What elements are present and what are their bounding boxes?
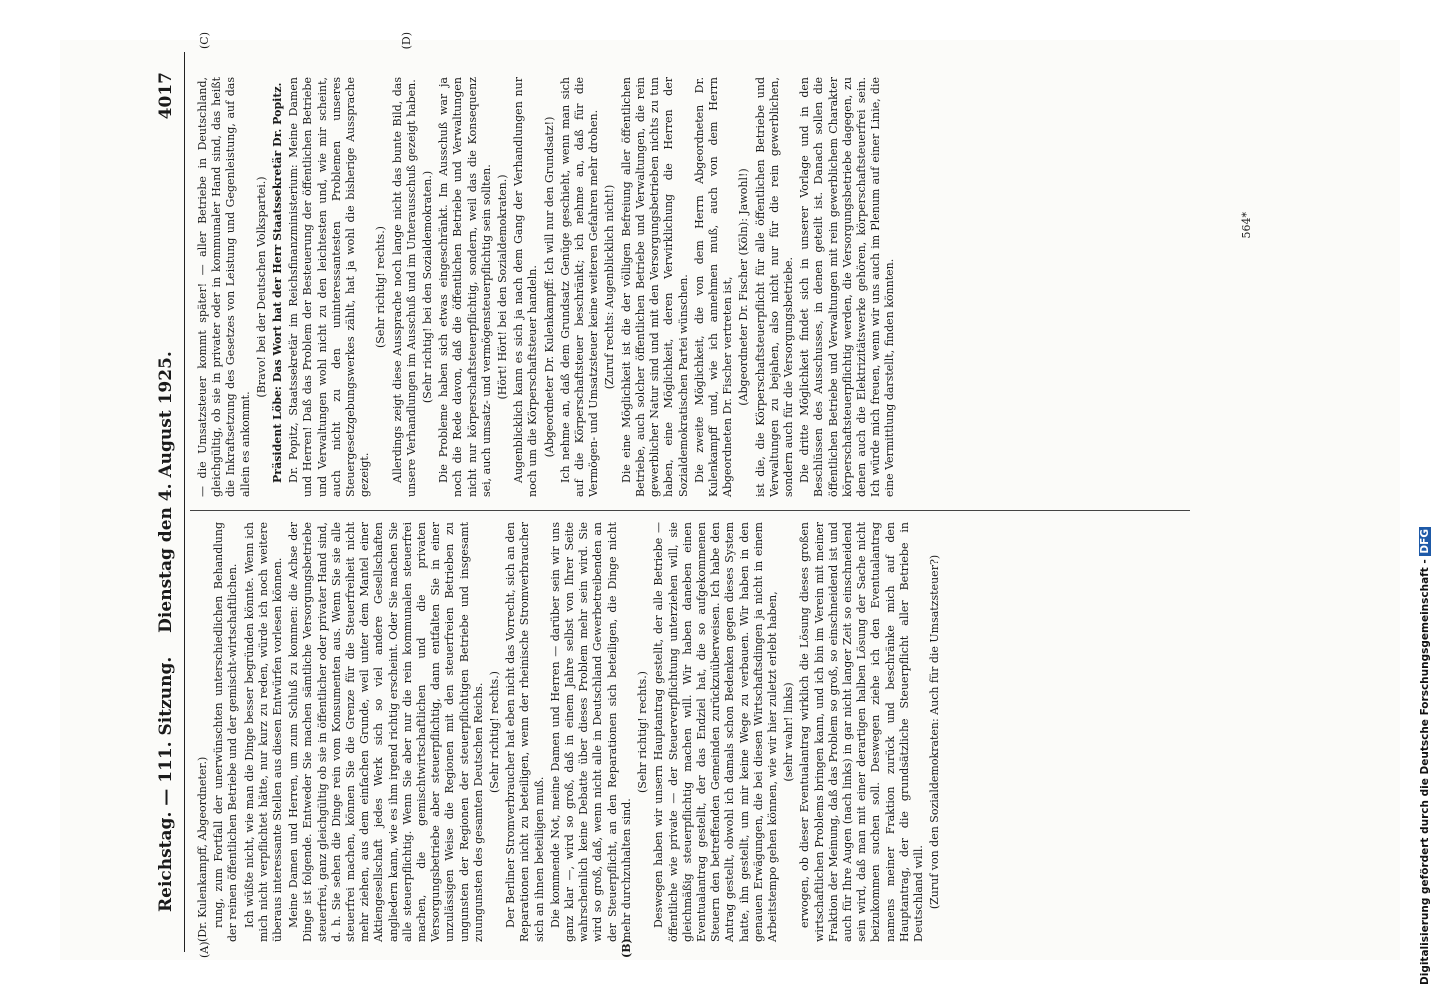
header-date-group xyxy=(156,72,176,633)
paragraph: Ich wüßte nicht, wie man die Dinge besser begründen könnte. Wenn ich mich nicht verpflichtet hätte, nur kurz zu reden, würde ich noch weitere überaus interessante Stellen aus diesen Entwürfen vorlesen können. xyxy=(242,522,285,942)
paragraph: Allerdings zeigt diese Aussprache noch lange nicht das bunte Bild, das unsere Verhandlungen im Ausschuß und im Unterausschuß gezeigt haben. xyxy=(390,77,418,497)
margin-mark-d: (D) xyxy=(400,32,413,50)
header-session: Reichstag. — 111. Sitzung. xyxy=(156,656,176,912)
interjection: (Zuruf rechts: Augenblicklich nicht!) xyxy=(603,184,617,390)
paragraph: Der Berliner Stromverbraucher hat eben nicht das Vorrecht, sich an den Reparationen nicht zu beteiligen, wenn der rheinische Stromverbraucher sich an ihnen beteiligen muß. xyxy=(504,522,546,942)
interjection: (Zuruf von den Sozialdemokraten: Auch für die Umsatzsteuer?) xyxy=(928,554,942,910)
page-header xyxy=(150,52,185,952)
margin-mark-b: (B) xyxy=(620,938,633,958)
paragraph: Meine Damen und Herren, um zum Schluß zu kommen: die Achse der Dinge ist folgende. Entweder Sie machen sämtliche Versorgungsbetriebe steuerfrei, ganz gleichgültig ob sie in öffentlicher oder privater Hand sind, d. h. Sie sehen die Dinge rein vom Konsumenten aus. Wenn Sie sie alle steuerfrei machen, können Sie die Grenze für die Steuerfreiheit nicht mehr ziehen, aus dem einfachen Grunde, weil unter dem Mantel einer Aktiengesellschaft jedes Werk sich so viel andere Gesellschaften angliedern kann, wie es ihm irgend richtig erscheint. Oder Sie machen Sie alle steuerpflichtig. Wenn Sie aber nur die rein kommunalen steuerfrei machen, die gemischtwirtschaftlichen und die privaten Versorgungsbetriebe aber steuerpflichtig, dann entfalten Sie in einer unzulässigen Weise die Regionen mit den steuerfreien Betrieben zu ungunsten der Regionen der steuerpflichtigen Betriebe und insgesamt zuungunsten des gesamten Deutschen Reichs. xyxy=(287,522,485,942)
page-number: 4017 xyxy=(156,72,176,120)
column-separator xyxy=(190,510,1190,511)
paragraph: Die dritte Möglichkeit findet sich in unserer Vorlage und in den Beschlüssen des Ausschusses, in denen geteilt ist. Danach sollen die öffentlichen Betriebe und Verwaltungen mit rein gewerblichem Charakter körperschaftsteuerpflichtig werden, die Versorgungsbetriebe dagegen, zu denen auch die Elektrizitätswerke gehören, körperschaftsteuerfrei sein. Ich würde mich freuen, wenn wir uns auch im Plenum auf einer Linie, die eine Vermittlung darstellt, finden könnten. xyxy=(798,77,897,497)
interjection: (Bravo! bei der Deutschen Volkspartei.) xyxy=(254,176,268,398)
interjection: (Sehr richtig! rechts.) xyxy=(636,671,650,793)
dfg-logo: DFG xyxy=(1419,529,1431,554)
margin-mark-c: (C) xyxy=(198,32,211,49)
paragraph: ist die, die Körperschaftsteuerpflicht für alle öffentlichen Betriebe und Verwaltungen zu bejahen, also nicht nur für die rein gewerblichen, sondern auch für die Versorgungsbetriebe. xyxy=(753,77,795,497)
interjection: (Sehr richtig! rechts.) xyxy=(488,671,502,793)
paragraph: rung, zum Fortfall der unerwünschten unterschiedlichen Behandlung der reinen öffentlichen Betriebe und der gemischt-wirtschaftlichen. xyxy=(212,522,240,942)
right-column xyxy=(196,77,900,497)
scanned-page xyxy=(60,32,1400,960)
interjection: (sehr wahr! links) xyxy=(782,682,796,782)
interjection: (Abgeordneter Dr. Kulenkampff: Ich will nur den Grundsatz!) xyxy=(542,116,556,458)
paragraph: erwogen, ob dieser Eventualantrag wirklich die Lösung dieses großen wirtschaftlichen Problems bringen kann, und ich bin im Verein mit meiner Fraktion der Meinung, daß das Problem so groß, so einschneidend ist und auch für Ihre Augen (nach links) in gar nicht langer Zeit so einschneidend sein wird, daß man mit einer derartigen halben Lösung der Sache nicht beizukommen suchen soll. Deswegen ziehe ich den Eventualantrag namens meiner Fraktion zurück und beschränke mich auf den Hauptantrag, der die grundsätzliche Steuerpflicht aller Betriebe in Deutschland will. xyxy=(798,522,925,942)
paragraph: Augenblicklich kann es sich ja nach dem Gang der Verhandlungen nur noch um die Körperschaftsteuer handeln. xyxy=(512,77,540,497)
paragraph: Ich nehme an, daß dem Grundsatz Genüge geschieht, wenn man sich auf die Körperschaftsteuer beschränkt; ich nehme an, daß für die Vermögen- und Umsatzsteuer keine weiteren Gefahren mehr drohen. xyxy=(558,77,601,497)
speaker-line: (Dr. Kulenkampff, Abgeordneter.) xyxy=(196,756,209,942)
paragraph: — die Umsatzsteuer kommt später! — aller Betriebe in Deutschland, gleichgültig, ob sie in privater oder in kommunaler Hand sind, das heißt die Inkraftsetzung des Gesetzes von Leistung und Gegenleistung, auf das allein es ankommt. xyxy=(196,77,252,497)
left-column xyxy=(196,522,944,942)
paragraph: Die zweite Möglichkeit, die von dem Herrn Abgeordneten Dr. Kulenkampff und, wie ich annehmen muß, auch von dem Herrn Abgeordneten Dr. Fischer vertreten ist, xyxy=(692,77,735,497)
margin-mark-a: (A) xyxy=(198,941,211,958)
paragraph: Deswegen haben wir unsern Hauptantrag gestellt, der alle Betriebe — öffentliche wie private — der Steuerverpflichtung unterziehen will, sie gleichmäßig steuerpflichtig machen will. Wir haben daneben einen Eventualantrag gestellt, der das Endziel hat, die so aufgekommenen Steuern den betreffenden Gemeinden zurückzuüberweisen. Ich habe den Antrag gestellt, obwohl ich damals schon Bedenken gegen dieses System hatte, ihn gestellt, um mir keine Wege zu verbauen. Wir haben in den genauen Erwägungen, die bei diesen Wirtschaftsdingen ja nicht in einem Arbeitstempo gehen können, wie wir hier zuletzt erlebt haben, xyxy=(652,522,779,942)
credit-text: Digitalisierung gefördert durch die Deutsche Forschungsgemeinschaft - xyxy=(1419,559,1431,985)
paragraph: Dr. Popitz, Staatssekretär im Reichsfinanzministerium: Meine Damen und Herren! Daß das Problem der Besteuerung der öffentlichen Betriebe und Verwaltungen wohl nicht zu den leichtesten und, wie mir scheint, auch nicht zu den uninteressantesten Problemen unseres Steuergesetzgebungswerkes zählt, hat ja wohl die bisherige Aussprache gezeigt. xyxy=(287,77,372,497)
interjection: (Abgeordneter Dr. Fischer (Köln): Jawohl!) xyxy=(737,168,751,406)
paragraph: Die Probleme haben sich etwas eingeschränkt. Im Ausschuß war ja noch die Rede davon, daß die öffentlichen Betriebe und Verwaltungen nicht nur körperschaftsteuerpflichtig, sondern, weil das die Konsequenz sei, auch umsatz- und vermögensteuerpflichtig sein sollten. xyxy=(437,77,493,497)
paragraph: Präsident Löbe: Das Wort hat der Herr Staatssekretär Dr. Popitz. xyxy=(271,82,285,483)
rotated-page-content xyxy=(150,32,1280,958)
interjection: (Hört! Hört! bei den Sozialdemokraten.) xyxy=(496,174,510,400)
digitization-credit xyxy=(1419,15,1431,985)
page-signature: 564* xyxy=(1240,212,1253,239)
interjection: (Sehr richtig! rechts.) xyxy=(374,226,388,348)
interjection: (Sehr richtig! bei den Sozialdemokraten.) xyxy=(421,170,435,404)
paragraph: Die kommende Not, meine Damen und Herren — darüber sein wir uns ganz klar —, wird so groß, daß in einem Jahre selbst von Ihrer Seite wahrscheinlich keine Debatte über dieses Problem mehr sein wird. Sie wird so groß, daß, wenn nicht alle in Deutschland Gewerbetreibenden an der Steuerpflicht, an den Reparationen sich beteiligen, die Dinge nicht mehr durchzuhalten sind. xyxy=(548,522,633,942)
paragraph: Die eine Möglichkeit ist die der völligen Befreiung aller öffentlichen Betriebe, auch solcher öffentlichen Betriebe und Verwaltungen, die rein gewerblicher Natur sind und mit den Versorgungsbetrieben nichts zu tun haben, eine Möglichkeit, deren Verwirklichung die Herren der Sozialdemokratischen Partei wünschen. xyxy=(619,77,690,497)
header-date: Dienstag den 4. August 1925. xyxy=(156,351,176,633)
